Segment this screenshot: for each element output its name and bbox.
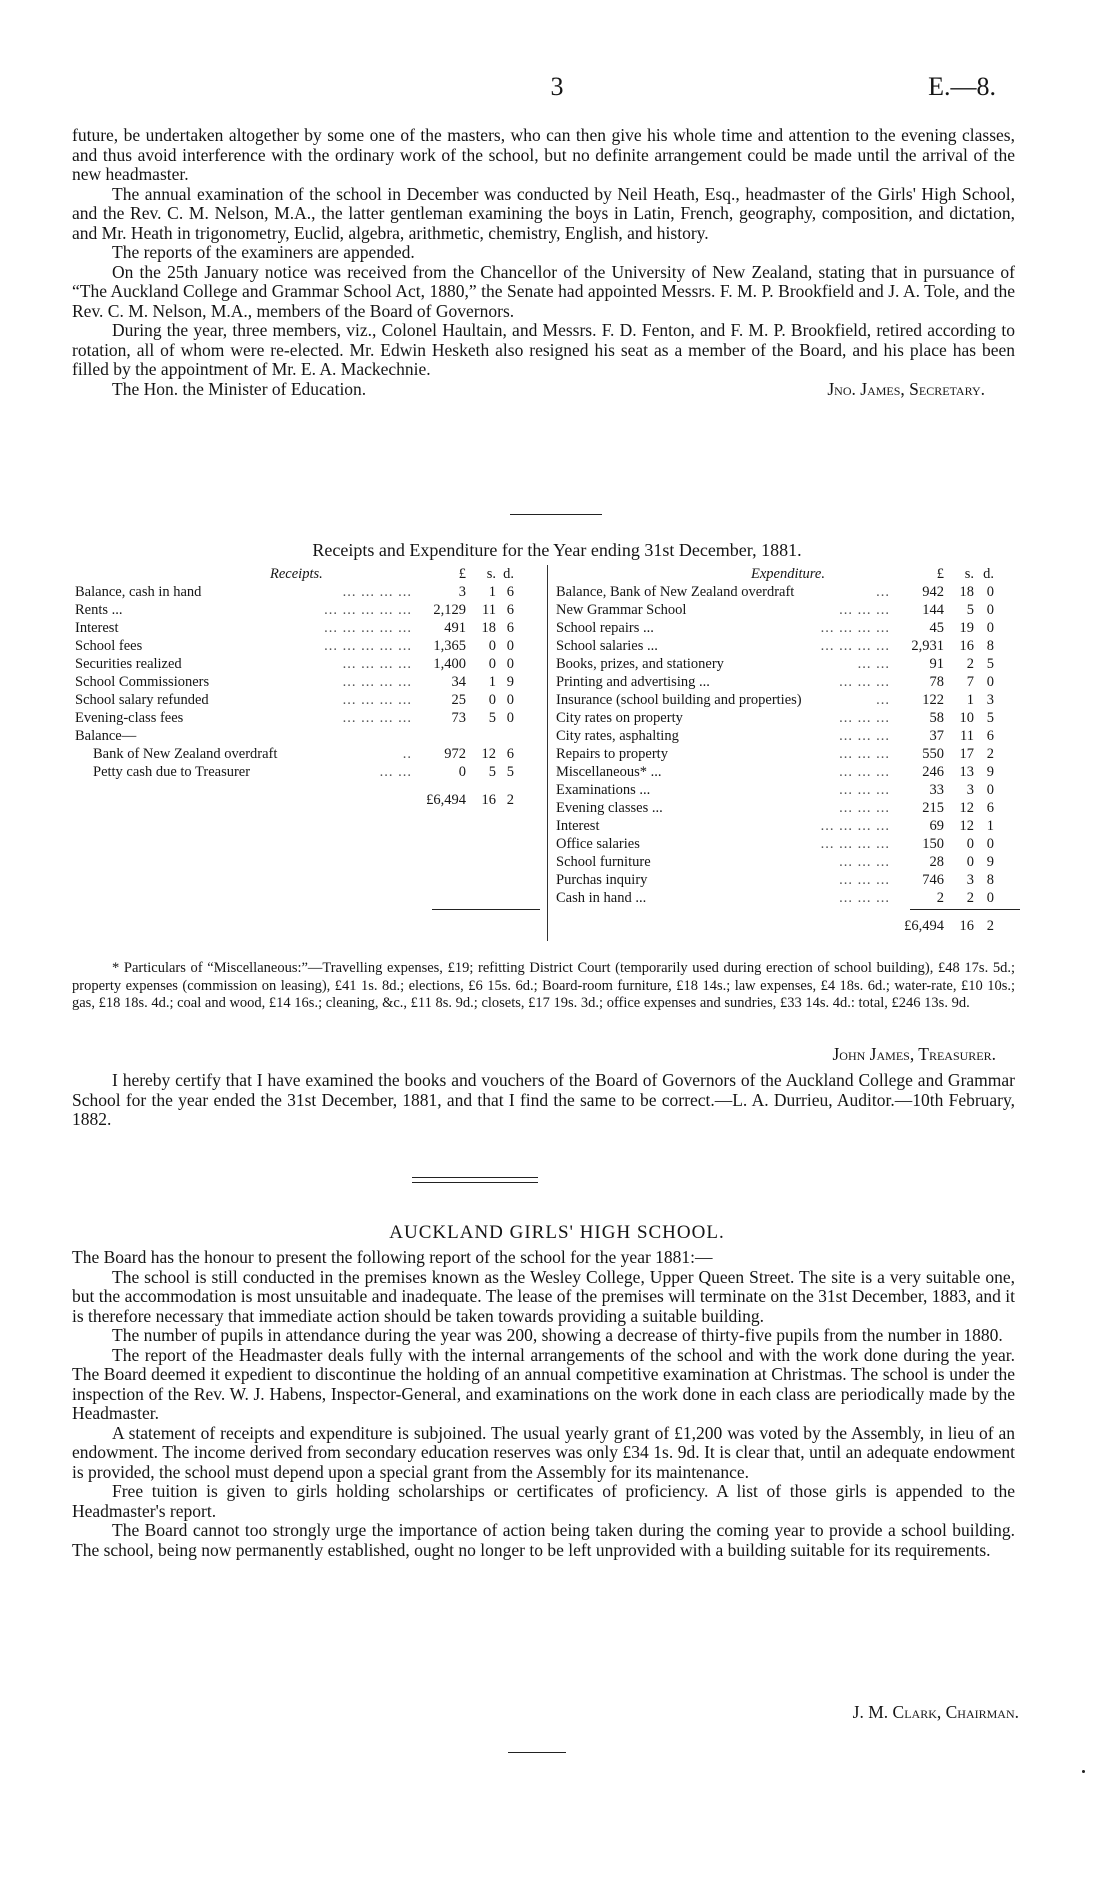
amount-pounds: 144 — [922, 602, 944, 618]
amount-pounds: 45 — [929, 620, 944, 636]
account-row — [75, 583, 514, 601]
amount-pounds — [420, 727, 466, 745]
unit-pence: d. — [983, 566, 994, 582]
leader-dots: ... ... ... ... ... — [324, 638, 412, 654]
paragraph: The report of the Headmaster deals fully with the internal arrangements of the school and with the work done during the year. The Board deemed it expedient to discontinue the holding of an annual competitive examination at Christmas. The school is under the inspection of the Rev. W. J. Habens, Inspector-General, and examinations on the work done in each class are periodically made by the Headmaster. — [72, 1344, 1015, 1423]
receipts-column — [75, 565, 514, 809]
account-label: Balance, Bank of New Zealand overdraft — [556, 584, 795, 600]
audit-certificate — [72, 1071, 1015, 1130]
amount-pounds: 246 — [922, 764, 944, 780]
amount-pence: 8 — [986, 638, 994, 654]
amount-shillings: 13 — [959, 764, 974, 780]
account-label: City rates on property — [556, 710, 683, 726]
amount-pence: 0 — [986, 602, 994, 618]
amount-shillings: 19 — [959, 620, 974, 636]
amount-shillings: 3 — [966, 872, 974, 888]
amount-pence: 5 — [986, 656, 994, 672]
amount-shillings: 12 — [481, 746, 496, 762]
footnote — [72, 960, 1015, 1013]
unit-shillings: s. — [486, 566, 496, 582]
receipts-heading: Receipts. — [270, 566, 323, 582]
amount-pounds: 1,400 — [433, 656, 466, 672]
amount-pounds: 73 — [451, 710, 466, 726]
leader-dots: ... ... ... ... ... — [324, 620, 412, 636]
addressee: The Hon. the Minister of Education. — [112, 378, 367, 399]
amount-shillings: 3 — [966, 782, 974, 798]
expenditure-column — [556, 565, 994, 935]
paragraph: The annual examination of the school in December was conducted by Neil Heath, Esq., headmaster of the Girls' High School, and the Rev. C. M. Nelson, M.A., the latter gentleman examining the boys in Latin, French, geography, composition, and dictation, and Mr. Heath in trigonometry, Euclid, algebra, arithmetic, chemistry, English, and history. — [72, 183, 1015, 243]
account-row — [556, 601, 994, 619]
amount-pounds: 2 — [936, 890, 944, 906]
leader-dots: ... ... ... — [839, 890, 890, 906]
leader-dots: ... ... ... ... — [820, 620, 890, 636]
section-title: AUCKLAND GIRLS' HIGH SCHOOL. — [389, 1222, 725, 1243]
amount-shillings: 11 — [482, 602, 496, 618]
paragraph: The Board cannot too strongly urge the importance of action being taken during the coming year to provide a school building. The school, being now permanently established, ought no longer to be left unprovided with a building suitable for its requirements. — [72, 1520, 1015, 1560]
leader-dots: ... ... ... ... — [820, 638, 890, 654]
account-label: New Grammar School — [556, 602, 687, 618]
amount-pounds: 942 — [922, 584, 944, 600]
account-label: School fees — [75, 638, 143, 654]
account-row — [556, 763, 994, 781]
leader-dots — [136, 727, 420, 745]
end-divider — [508, 1752, 566, 1753]
account-label: Repairs to property — [556, 746, 668, 762]
amount-pounds: 746 — [922, 872, 944, 888]
account-row — [75, 673, 514, 691]
account-row — [556, 727, 994, 745]
amount-pence: 1 — [986, 818, 994, 834]
leader-dots: ... ... ... — [839, 872, 890, 888]
intro-text — [72, 126, 1015, 399]
amount-pence: 0 — [506, 710, 514, 726]
account-label: School salaries ... — [556, 638, 658, 654]
account-label: Petty cash due to Treasurer — [93, 764, 251, 780]
leader-dots: ... ... — [857, 656, 890, 672]
amount-pence: 9 — [986, 854, 994, 870]
amount-shillings: 18 — [481, 620, 496, 636]
leader-dots: ... ... ... — [839, 854, 890, 870]
account-row — [75, 655, 514, 673]
leader-dots: ... ... ... ... ... — [324, 602, 412, 618]
paragraph: On the 25th January notice was received from the Chancellor of the University of New Zealand, stating that in pursuance of “The Auckland College and Grammar School Act, 1880,” the Senate had appointed Messrs. F. M. P. Brookfield and J. A. Tole, and the Rev. C. M. Nelson, M.A., members of the Board of Governors. — [72, 261, 1015, 321]
leader-dots: ... ... ... ... — [342, 584, 412, 600]
account-label: Evening classes ... — [556, 800, 663, 816]
amount-shillings: 12 — [959, 800, 974, 816]
expenditure-total-pounds: £6,494 — [904, 918, 944, 934]
amount-pounds: 34 — [451, 674, 466, 690]
account-row — [556, 655, 994, 673]
amount-shillings: 5 — [488, 764, 496, 780]
paragraph: future, be undertaken altogether by some one of the masters, who can then give his whole time and attention to the evening classes, and thus avoid interference with the ordinary work of the school, but no definite arrangement could be made until the arrival of the new headmaster. — [72, 125, 1015, 184]
amount-pounds: 550 — [922, 746, 944, 762]
account-label: Cash in hand ... — [556, 890, 647, 906]
amount-shillings: 11 — [960, 728, 974, 744]
paragraph: Free tuition is given to girls holding scholarships or certificates of proficiency. A list of those girls is appended to the Headmaster's report. — [72, 1481, 1015, 1521]
document-reference: E.—8. — [928, 72, 996, 101]
account-row — [75, 727, 514, 745]
account-label: Interest — [556, 818, 600, 834]
amount-pounds: 972 — [444, 746, 466, 762]
amount-pence — [496, 727, 514, 745]
amount-shillings: 5 — [488, 710, 496, 726]
amount-shillings: 5 — [966, 602, 974, 618]
amount-shillings: 2 — [966, 656, 974, 672]
amount-pence: 6 — [986, 728, 994, 744]
leader-dots: ... ... ... ... — [342, 710, 412, 726]
amount-pounds: 78 — [929, 674, 944, 690]
amount-shillings: 1 — [488, 584, 496, 600]
amount-shillings: 7 — [966, 674, 974, 690]
account-row — [75, 619, 514, 637]
amount-pounds: 28 — [929, 854, 944, 870]
account-row — [556, 583, 994, 601]
amount-pounds: 91 — [929, 656, 944, 672]
amount-pounds: 37 — [929, 728, 944, 744]
audit-text: I hereby certify that I have examined the books and vouchers of the Board of Governors of the Auckland College and Grammar School for the year ended the 31st December, 1881, and that I find the same to be correct.—L. A. Durrieu, Auditor.—10th February, 1882. — [72, 1070, 1015, 1129]
amount-shillings: 1 — [966, 692, 974, 708]
amount-pounds: 25 — [451, 692, 466, 708]
amount-pounds: 3 — [458, 584, 466, 600]
account-row — [556, 835, 994, 853]
account-label: School Commissioners — [75, 674, 210, 690]
account-label: Purchas inquiry — [556, 872, 648, 888]
leader-dots: ... ... ... ... — [342, 656, 412, 672]
account-row — [75, 691, 514, 709]
account-row — [556, 691, 994, 709]
amount-shillings: 1 — [488, 674, 496, 690]
amount-pounds: 69 — [929, 818, 944, 834]
paragraph: A statement of receipts and expenditure is subjoined. The usual yearly grant of £1,200 was voted by the Assembly, in lieu of an endowment. The income derived from secondary education reserves was only £34 1s. 9d. It is clear that, until an adequate endowment is provided, the school must depend upon a special grant from the Assembly for its maintenance. — [72, 1422, 1015, 1482]
column-divider — [547, 565, 548, 941]
unit-shillings: s. — [964, 566, 974, 582]
account-label: Insurance (school building and properties) — [556, 692, 802, 708]
leader-dots: ... ... — [379, 764, 412, 780]
leader-dots: ... ... ... — [839, 800, 890, 816]
double-divider — [412, 1177, 538, 1183]
amount-pence: 0 — [986, 782, 994, 798]
amount-shillings: 10 — [959, 710, 974, 726]
amount-pence: 0 — [986, 836, 994, 852]
account-row — [556, 637, 994, 655]
amount-shillings: 0 — [488, 638, 496, 654]
unit-pounds: £ — [458, 566, 466, 582]
amount-pounds: 2,129 — [433, 602, 466, 618]
paragraph: The number of pupils in attendance during the year was 200, showing a decrease of thirty-five pupils from the number in 1880. — [112, 1325, 1003, 1345]
account-label: Rents ... — [75, 602, 123, 618]
leader-dots: ... ... ... — [839, 710, 890, 726]
account-label: Balance— — [75, 728, 137, 744]
amount-pence: 0 — [986, 890, 994, 906]
account-row — [556, 619, 994, 637]
amount-shillings: 17 — [959, 746, 974, 762]
expenditure-heading: Expenditure. — [751, 566, 825, 582]
account-row — [556, 709, 994, 727]
account-label: Bank of New Zealand overdraft — [93, 746, 278, 762]
leader-dots: ... — [876, 692, 890, 708]
amount-pence: 6 — [506, 602, 514, 618]
amount-pence: 3 — [986, 692, 994, 708]
account-row — [556, 745, 994, 763]
amount-pounds: 150 — [922, 836, 944, 852]
chairman-signature: J. M. Clark, Chairman. — [852, 1702, 1019, 1722]
divider — [510, 514, 602, 515]
secretary-signature: Jno. James, Secretary. — [827, 378, 985, 399]
unit-pounds: £ — [936, 566, 944, 582]
amount-pence: 0 — [506, 638, 514, 654]
leader-dots: ... ... ... ... — [342, 674, 412, 690]
amount-shillings: 18 — [959, 584, 974, 600]
amount-shillings — [466, 727, 496, 745]
amount-shillings: 0 — [966, 836, 974, 852]
amount-pounds: 2,931 — [911, 638, 944, 654]
paragraph: During the year, three members, viz., Colonel Haultain, and Messrs. F. D. Fenton, and F. M. P. Brookfield, retired according to rotation, all of whom were re-elected. Mr. Edwin Hesketh also resigned his seat as a member of the Board, and his place has been filled by the appointment of Mr. E. A. Mackechnie. — [72, 320, 1015, 379]
amount-shillings: 2 — [966, 890, 974, 906]
amount-pounds: 122 — [922, 692, 944, 708]
paragraph: The school is still conducted in the premises known as the Wesley College, Upper Queen Street. The site is a very suitable one, but the accommodation is most unsuitable and inadequate. The lease of the premises will terminate on the 31st December, 1883, and it is therefore necessary that immediate action should be taken towards providing a suitable building. — [72, 1266, 1015, 1326]
account-label: City rates, asphalting — [556, 728, 679, 744]
receipts-total-shillings: 16 — [481, 792, 496, 808]
footnote-text: * Particulars of “Miscellaneous:”—Travelling expenses, £19; refitting District Court (temporarily used during erection of school building), £48 17s. 5d.; property expenses (commission on leasing), £41 1s. 8d.; elections, £6 15s. 6d.; Board-room furniture, £18 14s.; law expenses, £4 18s. 6d.; water-rate, £10 10s.; gas, £18 18s. 4d.; coal and wood, £14 16s.; cleaning, &c., £11 8s. 9d.; closets, £17 19s. 3d.; office expenses and sundries, £33 14s. 4d.: total, £246 13s. 9d. — [72, 960, 1015, 1011]
amount-pence: 6 — [506, 746, 514, 762]
amount-shillings: 16 — [959, 638, 974, 654]
treasurer-signature: John James, Treasurer. — [832, 1044, 996, 1064]
account-row — [75, 709, 514, 727]
amount-pence: 0 — [986, 674, 994, 690]
leader-dots: ... ... ... ... — [820, 818, 890, 834]
girls-school-report — [72, 1248, 1015, 1560]
account-label: Office salaries — [556, 836, 640, 852]
leader-dots: ... ... ... — [839, 782, 890, 798]
amount-pence: 0 — [506, 656, 514, 672]
amount-pence: 0 — [506, 692, 514, 708]
leader-dots: ... ... ... — [839, 764, 890, 780]
account-row — [556, 871, 994, 889]
account-row — [75, 637, 514, 655]
account-row — [556, 673, 994, 691]
speck — [1082, 1770, 1085, 1773]
account-row — [556, 817, 994, 835]
account-label: Miscellaneous* ... — [556, 764, 662, 780]
leader-dots: ... ... ... ... — [342, 692, 412, 708]
account-label: Books, prizes, and stationery — [556, 656, 724, 672]
leader-dots: ... ... ... — [839, 602, 890, 618]
leader-dots: ... ... ... — [839, 674, 890, 690]
amount-pence: 0 — [986, 584, 994, 600]
secretary-signature-line — [72, 380, 1015, 400]
receipts-total-pence: 2 — [506, 792, 514, 808]
leader-dots: ... — [876, 584, 890, 600]
account-label: Securities realized — [75, 656, 182, 672]
amount-pence: 6 — [506, 584, 514, 600]
amount-shillings: 12 — [959, 818, 974, 834]
amount-pence: 5 — [986, 710, 994, 726]
accounts-caption: Receipts and Expenditure for the Year ending 31st December, 1881. — [312, 540, 802, 560]
account-label: Printing and advertising ... — [556, 674, 710, 690]
account-row — [75, 601, 514, 619]
amount-shillings: 0 — [488, 656, 496, 672]
amount-shillings: 0 — [488, 692, 496, 708]
leader-dots: ... ... ... ... — [820, 836, 890, 852]
amount-pounds: 491 — [444, 620, 466, 636]
account-row — [75, 745, 514, 763]
amount-pounds: 1,365 — [433, 638, 466, 654]
expenditure-total-rule — [910, 909, 1020, 910]
account-label: Interest — [75, 620, 119, 636]
receipts-total-pounds: £6,494 — [426, 792, 466, 808]
expenditure-total-shillings: 16 — [959, 918, 974, 934]
account-label: School salary refunded — [75, 692, 209, 708]
unit-pence: d. — [503, 566, 514, 582]
amount-pence: 8 — [986, 872, 994, 888]
leader-dots: .. — [402, 746, 412, 762]
expenditure-total-pence: 2 — [986, 918, 994, 934]
account-row — [75, 763, 514, 781]
amount-pence: 2 — [986, 746, 994, 762]
page-number: 3 — [550, 72, 564, 101]
account-label: School furniture — [556, 854, 651, 870]
amount-pence: 0 — [986, 620, 994, 636]
account-row — [556, 889, 994, 907]
account-label: Balance, cash in hand — [75, 584, 202, 600]
amount-shillings: 0 — [966, 854, 974, 870]
leader-dots: ... ... ... — [839, 746, 890, 762]
account-row — [556, 853, 994, 871]
amount-pence: 6 — [506, 620, 514, 636]
amount-pence: 5 — [506, 764, 514, 780]
account-label: Evening-class fees — [75, 710, 184, 726]
account-label: Examinations ... — [556, 782, 651, 798]
leader-dots: ... ... ... — [839, 728, 890, 744]
paragraph: The Board has the honour to present the following report of the school for the year 1881:— — [72, 1247, 713, 1267]
amount-pounds: 0 — [458, 764, 466, 780]
amount-pounds: 215 — [922, 800, 944, 816]
amount-pounds: 58 — [929, 710, 944, 726]
amount-pence: 6 — [986, 800, 994, 816]
account-label: School repairs ... — [556, 620, 654, 636]
receipts-total-rule — [432, 909, 540, 910]
paragraph: The reports of the examiners are appended. — [112, 242, 415, 262]
amount-pence: 9 — [506, 674, 514, 690]
account-row — [556, 799, 994, 817]
amount-pence: 9 — [986, 764, 994, 780]
account-row — [556, 781, 994, 799]
amount-pounds: 33 — [929, 782, 944, 798]
